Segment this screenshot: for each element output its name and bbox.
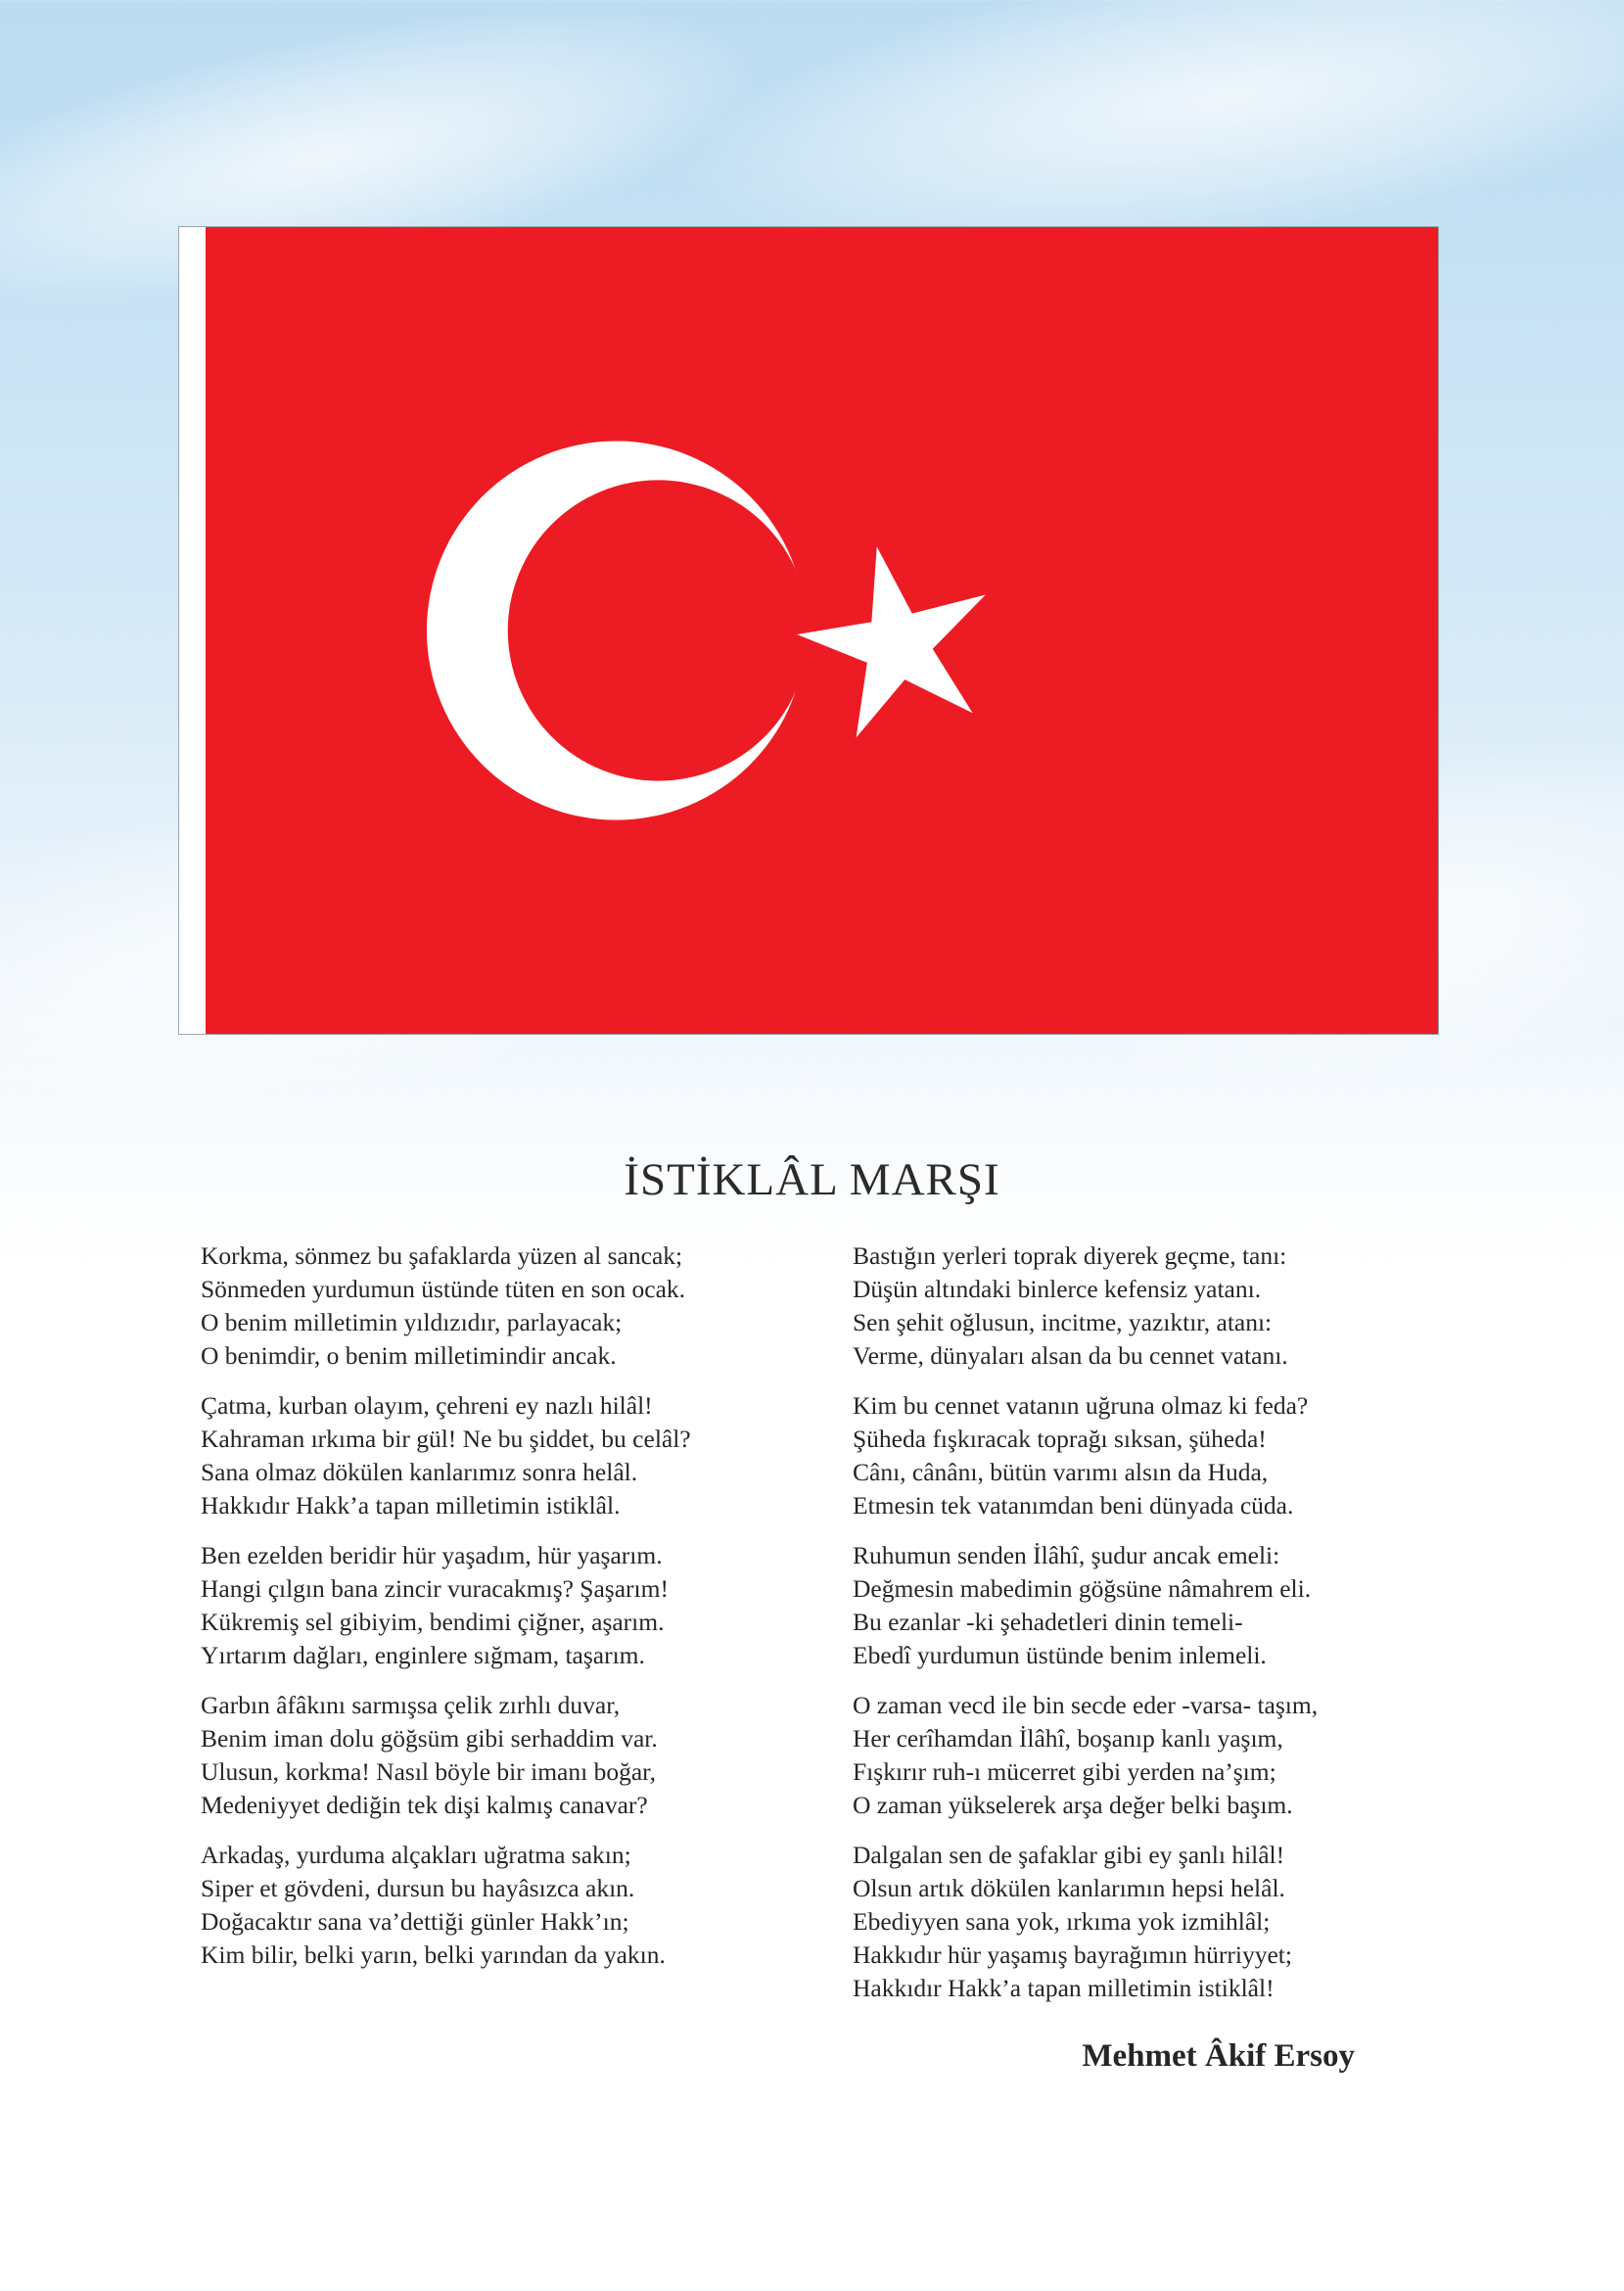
poem-line: Çatma, kurban olayım, çehreni ey nazlı hilâl!	[201, 1391, 653, 1420]
stanza	[201, 1839, 691, 1972]
poem-line: Dalgalan sen de şafaklar gibi ey şanlı hilâl!	[853, 1841, 1285, 1869]
poem-line: Benim iman dolu göğsüm gibi serhaddim var.	[201, 1724, 658, 1753]
poem-line: Ben ezelden beridir hür yaşadım, hür yaşarım.	[201, 1541, 663, 1569]
poem-line: Fışkırır ruh-ı mücerret gibi yerden na’şım;	[853, 1757, 1276, 1786]
poem-line: Etmesin tek vatanımdan beni dünyada cüda.	[853, 1491, 1294, 1520]
turkish-flag-crescent-star-icon	[179, 227, 1438, 1034]
stanza	[201, 1539, 691, 1672]
poem-line: Kim bu cennet vatanın uğruna olmaz ki feda?	[853, 1391, 1309, 1420]
star-icon	[797, 546, 986, 737]
poem-line: O zaman yükselerek arşa değer belki başım.	[853, 1791, 1293, 1819]
stanza	[853, 1389, 1318, 1522]
crescent-icon	[427, 441, 806, 819]
poem-line: O benim milletimin yıldızıdır, parlayacak;	[201, 1308, 623, 1336]
poem-line: Sönmeden yurdumun üstünde tüten en son ocak.	[201, 1275, 686, 1303]
poem-line: Hakkıdır Hakk’a tapan milletimin istiklâl.	[201, 1491, 621, 1520]
poem-line: Sen şehit oğlusun, incitme, yazıktır, atanı:	[853, 1308, 1273, 1336]
poem-line: Şüheda fışkıracak toprağı sıksan, şüheda!	[853, 1425, 1267, 1453]
poem-line: Bastığın yerleri toprak diyerek geçme, tanı:	[853, 1241, 1287, 1270]
poem-line: Doğacaktır sana va’dettiği günler Hakk’ın;	[201, 1907, 629, 1936]
poem-line: Cânı, cânânı, bütün varımı alsın da Huda,	[853, 1458, 1269, 1486]
poem-line: Bu ezanlar -ki şehadetleri dinin temeli-	[853, 1608, 1243, 1636]
poem-column-right	[853, 1239, 1318, 2022]
poem-line: Garbın âfâkını sarmışsa çelik zırhlı duvar,	[201, 1691, 621, 1719]
stanza	[853, 1839, 1318, 2005]
poem-line: O zaman vecd ile bin secde eder -varsa- taşım,	[853, 1691, 1319, 1719]
turkish-flag	[178, 226, 1439, 1035]
poem-line: Hakkıdır hür yaşamış bayrağımın hürriyyet;	[853, 1940, 1292, 1969]
poem-line: Siper et gövdeni, dursun bu hayâsızca akın.	[201, 1874, 635, 1902]
poem-line: Ulusun, korkma! Nasıl böyle bir imanı boğar,	[201, 1757, 656, 1786]
stanza	[201, 1239, 691, 1373]
poem-line: Kahraman ırkıma bir gül! Ne bu şiddet, bu celâl?	[201, 1425, 691, 1453]
poem-line: Hangi çılgın bana zincir vuracakmış? Şaşarım!	[201, 1574, 669, 1603]
poem-line: Kim bilir, belki yarın, belki yarından da yakın.	[201, 1940, 666, 1969]
poem-line: Ruhumun senden İlâhî, şudur ancak emeli:	[853, 1541, 1280, 1569]
poem-line: Yırtarım dağları, enginlere sığmam, taşarım.	[201, 1641, 645, 1669]
stanza	[201, 1389, 691, 1522]
poem-line: Olsun artık dökülen kanlarımın hepsi helâl.	[853, 1874, 1285, 1902]
stanza	[853, 1539, 1318, 1672]
stanza	[201, 1689, 691, 1822]
poem-line: Medeniyyet dediğin tek dişi kalmış canavar?	[201, 1791, 648, 1819]
poem-line: Değmesin mabedimin göğsüne nâmahrem eli.	[853, 1574, 1312, 1603]
poem-line: Verme, dünyaları alsan da bu cennet vatanı.	[853, 1341, 1288, 1370]
poem-line: Ebedî yurdumun üstünde benim inlemeli.	[853, 1641, 1267, 1669]
author-name: Mehmet Âkif Ersoy	[1082, 2038, 1355, 2074]
poem-title: İSTİKLÂL MARŞI	[624, 1154, 1000, 1205]
poem-line: Her cerîhamdan İlâhî, boşanıp kanlı yaşım,	[853, 1724, 1283, 1753]
poem-column-left	[201, 1239, 691, 1988]
stanza	[853, 1689, 1318, 1822]
poem-line: Arkadaş, yurduma alçakları uğratma sakın;	[201, 1841, 631, 1869]
poem-line: Ebediyyen sana yok, ırkıma yok izmihlâl;	[853, 1907, 1271, 1936]
poem-line: Kükremiş sel gibiyim, bendimi çiğner, aşarım.	[201, 1608, 665, 1636]
poem-line: O benimdir, o benim milletimindir ancak.	[201, 1341, 617, 1370]
stanza	[853, 1239, 1318, 1373]
poem-line: Hakkıdır Hakk’a tapan milletimin istiklâl!	[853, 1974, 1275, 2002]
poem-line: Sana olmaz dökülen kanlarımız sonra helâl.	[201, 1458, 638, 1486]
poem-line: Korkma, sönmez bu şafaklarda yüzen al sancak;	[201, 1241, 683, 1270]
poem-line: Düşün altındaki binlerce kefensiz yatanı.	[853, 1275, 1262, 1303]
